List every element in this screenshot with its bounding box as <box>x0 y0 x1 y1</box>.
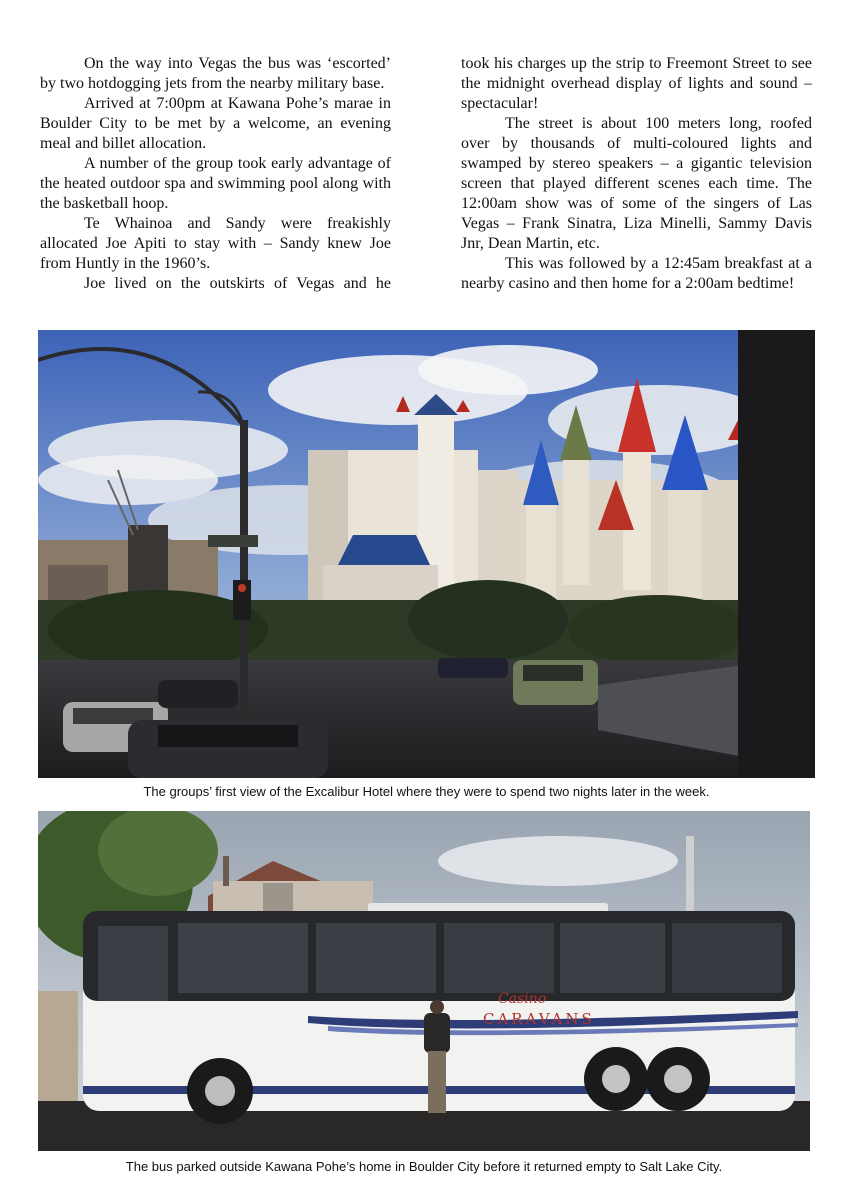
right-text-column <box>461 54 812 294</box>
paragraph: On the way into Vegas the bus was ‘escorted’ by two hotdogging jets from the nearby military base. <box>40 55 391 92</box>
paragraph: This was followed by a 12:45am breakfast at a nearby casino and then home for a 2:00am bedtime! <box>461 255 812 292</box>
bus-sign-script: Casino <box>498 991 547 1007</box>
paragraph: Te Whainoa and Sandy were freakishly allocated Joe Apiti to stay with – Sandy knew Joe from Huntly in the 1960’s. <box>40 215 391 272</box>
paragraph: Joe lived on the outskirts of Vegas and he <box>84 275 391 292</box>
excalibur-hotel-photo <box>38 330 815 778</box>
paragraph: took his charges up the strip to Freemont Street to see the midnight overhead display of lights and sound – spectacular! <box>461 55 812 112</box>
bus-sign-name: CARAVANS <box>483 1010 595 1028</box>
bus-photo-caption: The bus parked outside Kawana Pohe’s home in Boulder City before it returned empty to Salt Lake City. <box>125 1159 723 1174</box>
paragraph: A number of the group took early advantage of the heated outdoor spa and swimming pool along with the basketball hoop. <box>40 155 391 212</box>
paragraph: The street is about 100 meters long, roofed over by thousands of multi-coloured lights and swamped by stereo speakers – a gigantic television screen that played different scenes each time. The 12:00am show was of some of the singers of Las Vegas – Frank Sinatra, Liza Minelli, Sammy Davis Jnr, Dean Martin, etc. <box>461 115 812 252</box>
excalibur-photo-caption: The groups’ first view of the Excalibur Hotel where they were to spend two nights later in the week. <box>143 784 710 799</box>
paragraph: Arrived at 7:00pm at Kawana Pohe’s marae in Boulder City to be met by a welcome, an evening meal and billet allocation. <box>40 95 391 152</box>
bus-photo <box>38 811 810 1151</box>
left-text-column <box>40 54 391 294</box>
